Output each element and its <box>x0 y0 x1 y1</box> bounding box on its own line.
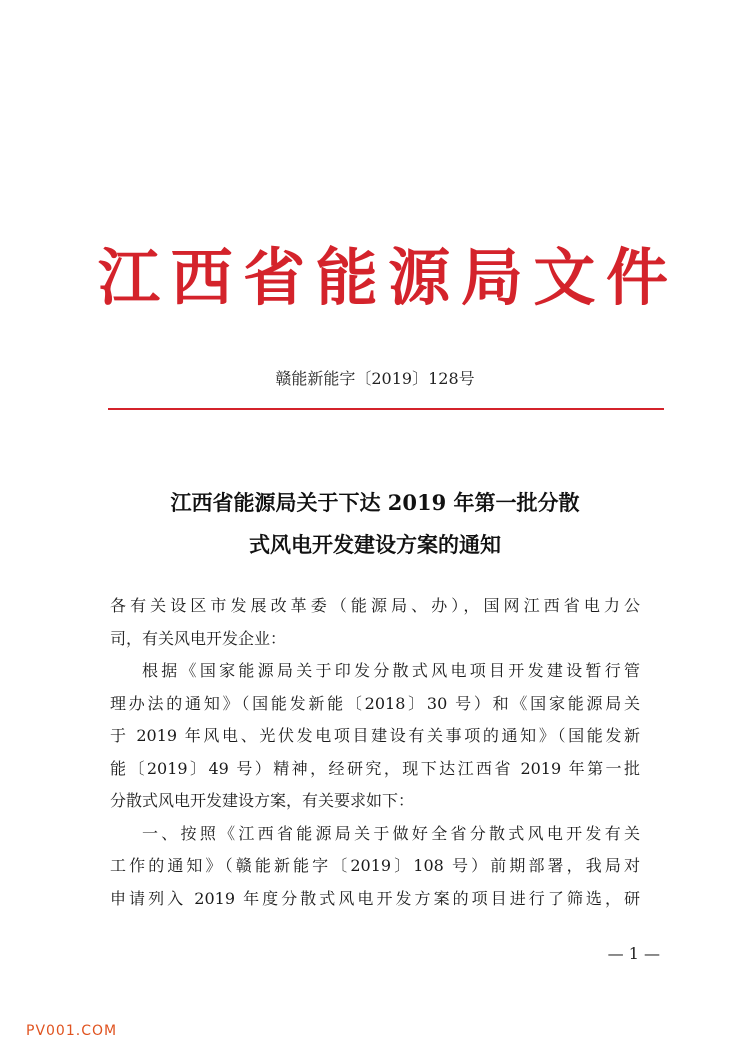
body-line: 分散式风电开发建设方案，有关要求如下： <box>110 791 415 810</box>
red-divider-line <box>108 408 664 410</box>
masthead-char: 局 <box>460 241 523 314</box>
masthead-char: 文 <box>533 241 596 314</box>
title-line-1: 江西省能源局关于下达 2019 年第一批分散 <box>170 490 580 515</box>
watermark-text: PV001.COM <box>26 1023 118 1039</box>
body-line: 各有关设区市发展改革委（能源局、办），国网江西省电力公 <box>110 596 640 615</box>
document-title <box>100 482 650 566</box>
masthead-title <box>98 238 668 318</box>
body-line: 于 2019 年风电、光伏发电项目建设有关事项的通知》（国能发新 <box>110 726 640 745</box>
document-body <box>110 590 640 915</box>
body-line: 一、按照《江西省能源局关于做好全省分散式风电开发有关 <box>142 823 640 843</box>
body-line: 理办法的通知》（国能发新能〔2018〕30 号）和《国家能源局关 <box>110 693 640 713</box>
masthead-char: 西 <box>170 241 233 314</box>
masthead-char: 省 <box>243 241 306 314</box>
masthead-char: 江 <box>98 241 161 314</box>
masthead-char: 能 <box>315 241 378 314</box>
page-number: — 1 — <box>607 944 660 963</box>
title-line-2: 式风电开发建设方案的通知 <box>249 532 501 557</box>
body-line: 能〔2019〕49 号）精神，经研究，现下达江西省 2019 年第一批 <box>110 758 640 778</box>
body-line: 根据《国家能源局关于印发分散式风电项目开发建设暂行管 <box>142 661 640 680</box>
document-number: 赣能新能字〔2019〕128号 <box>275 369 475 388</box>
body-line: 申请列入 2019 年度分散式风电开发方案的项目进行了筛选，研 <box>110 888 640 908</box>
masthead-char: 件 <box>605 241 668 314</box>
body-line: 工作的通知》（赣能新能字〔2019〕108 号）前期部署，我局对 <box>110 856 640 875</box>
masthead-char: 源 <box>388 241 451 314</box>
body-line: 司，有关风电开发企业： <box>110 628 287 648</box>
